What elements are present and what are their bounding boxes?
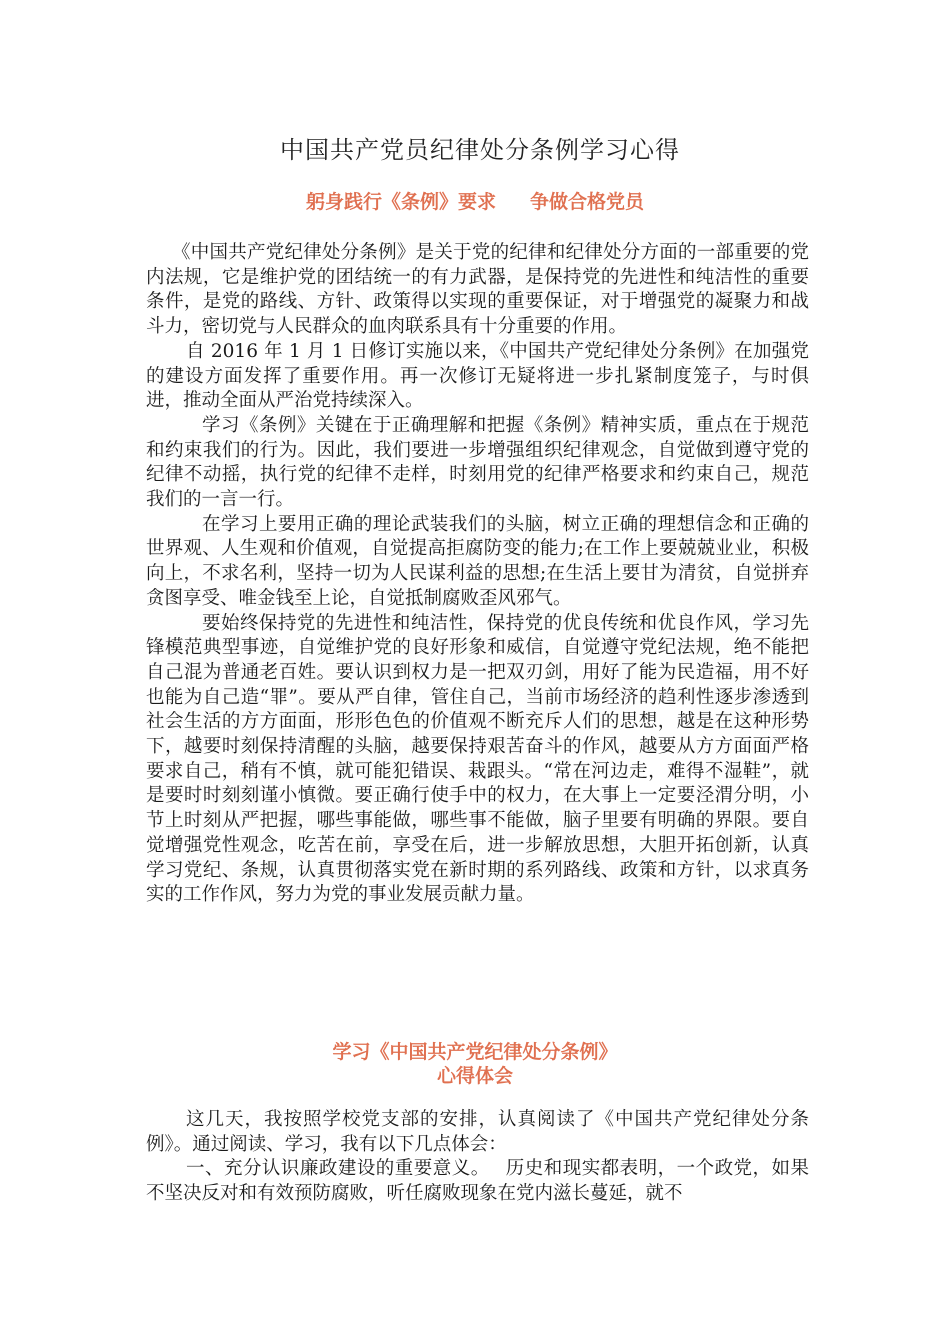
section1-heading-left: 躬身践行《条例》要求 <box>305 191 496 213</box>
section1-heading-right: 争做合格党员 <box>530 191 645 213</box>
section1-body <box>146 241 809 908</box>
paragraph: 在学习上要用正确的理论武装我们的头脑，树立正确的理想信念和正确的世界观、人生观和价值观，自觉提高拒腐防变的能力;在工作上要兢兢业业，积极向上，不求名利，坚持一切为人民谋利益的思想;在生活上要甘为清贫，自觉拼弃贪图享受、唯金钱至上论，自觉抵制腐败歪风邪气。 <box>146 513 809 609</box>
section1-heading <box>0 190 950 215</box>
paragraph: 这几天，我按照学校党支部的安排，认真阅读了《中国共产党纪律处分条例》。通过阅读、学习，我有以下几点体会： <box>146 1109 809 1155</box>
paragraph: 《中国共产党纪律处分条例》是关于党的纪律和纪律处分方面的一部重要的党内法规，它是维护党的团结统一的有力武器，是保持党的先进性和纯洁性的重要条件，是党的路线、方针、政策得以实现的重要保证，对于增强党的凝聚力和战斗力，密切党与人民群众的血肉联系具有十分重要的作用。 <box>146 242 809 338</box>
document-title: 中国共产党员纪律处分条例学习心得 <box>280 136 680 164</box>
paragraph: 一、充分认识廉政建设的重要意义。 历史和现实都表明，一个政党，如果不坚决反对和有效预防腐败，听任腐败现象在党内滋长蔓延，就不 <box>146 1158 809 1205</box>
section2-heading-line2: 心得体会 <box>436 1065 513 1087</box>
section2-heading-line1: 学习《中国共产党纪律处分条例》 <box>332 1041 618 1063</box>
section2-body <box>146 1108 809 1207</box>
paragraph: 自 2016 年 1 月 1 日修订实施以来，《中国共产党纪律处分条例》在加强党的建设方面发挥了重要作用。再一次修订无疑将进一步扎紧制度笼子，与时俱进，推动全面从严治党持续深入。 <box>146 340 809 412</box>
paragraph: 要始终保持党的先进性和纯洁性，保持党的优良传统和优良作风，学习先锋模范典型事迹，自觉维护党的良好形象和威信，自觉遵守党纪法规，绝不能把自己混为普通老百姓。要认识到权力是一把双刃剑，用好了能为民造福，用不好也能为自己造“罪”。要从严自律，管住自己，当前市场经济的趋利性逐步渗透到社会生活的方方面面，形形色色的价值观不断充斥人们的思想，越是在这种形势下，越要时刻保持清醒的头脑，越要保持艰苦奋斗的作风，越要从方方面面严格要求自己，稍有不慎，就可能犯错误、栽跟头。“常在河边走，难得不湿鞋”，就是要时时刻刻谨小慎微。要正确行使手中的权力，在大事上一定要泾渭分明，小节上时刻从严把握，哪些事能做，哪些事不能做，脑子里要有明确的界限。要自觉增强党性观念，吃苦在前，享受在后，进一步解放思想，大胆开拓创新，认真学习党纪、条规，认真贯彻落实党在新时期的系列路线、政策和方针，以求真务实的工作作风，努力为党的事业发展贡献力量。 <box>146 612 809 906</box>
paragraph: 学习《条例》关键在于正确理解和把握《条例》精神实质，重点在于规范和约束我们的行为。因此，我们要进一步增强组织纪律观念，自觉做到遵守党的纪律不动摇，执行党的纪律不走样，时刻用党的纪律严格要求和约束自己，规范我们的一言一行。 <box>146 414 809 511</box>
